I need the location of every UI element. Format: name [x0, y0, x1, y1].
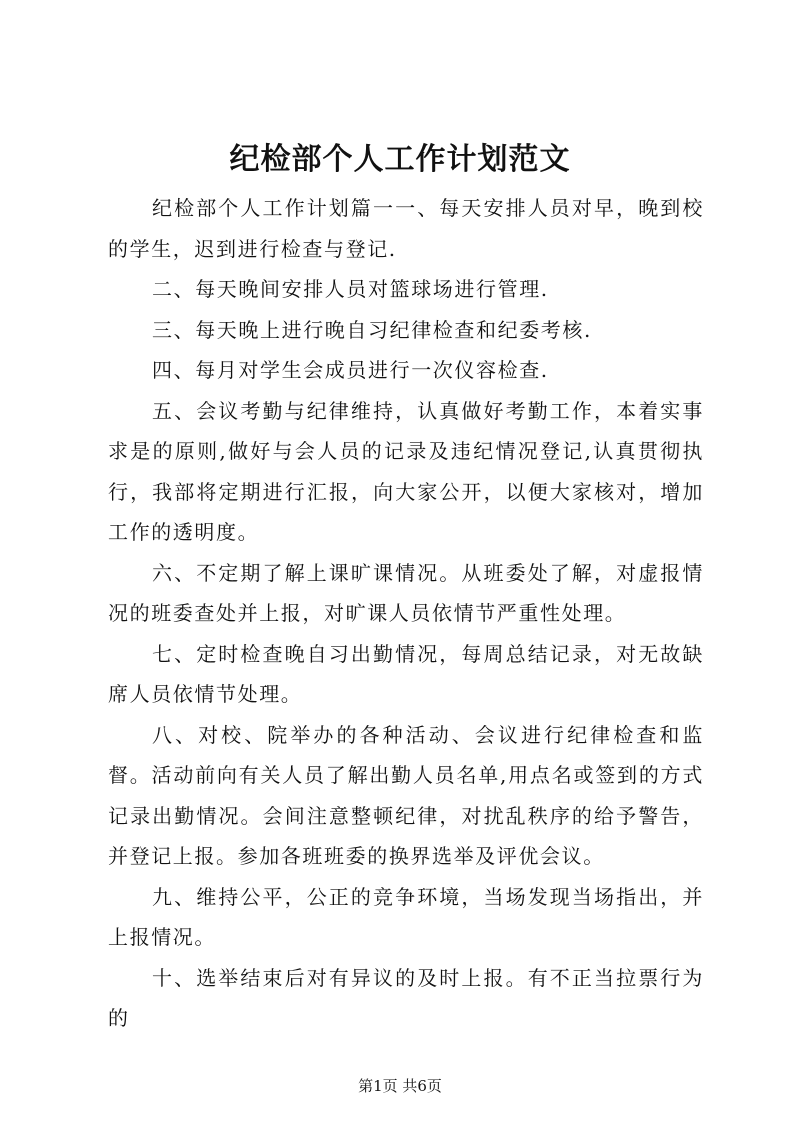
paragraph-9: 九、维持公平，公正的竞争环境，当场发现当场指出，并上报情况。	[108, 884, 704, 949]
paragraph-1: 纪检部个人工作计划篇一一、每天安排人员对早，晚到校的学生，迟到进行检查与登记.	[108, 196, 704, 261]
paragraph-10: 十、选举结束后对有异议的及时上报。有不正当拉票行为的	[108, 965, 704, 1030]
paragraph-5: 五、会议考勤与纪律维持，认真做好考勤工作，本着实事求是的原则,做好与会人员的记录及违纪情况登记,认真贯彻执行，我部将定期进行汇报，向大家公开，以便大家核对，增加工作的透明度。	[108, 398, 704, 544]
document-body	[108, 188, 704, 1039]
page-footer: 第1页 共6页	[358, 1077, 442, 1095]
paragraph-6: 六、不定期了解上课旷课情况。从班委处了解，对虚报情况的班委查处并上报，对旷课人员依情节严重性处理。	[108, 560, 704, 625]
paragraph-7: 七、定时检查晚自习出勤情况，每周总结记录，对无故缺席人员依情节处理。	[108, 641, 704, 706]
document-title: 纪检部个人工作计划范文	[229, 142, 571, 177]
paragraph-3: 三、每天晚上进行晚自习纪律检查和纪委考核.	[152, 317, 592, 342]
paragraph-4: 四、每月对学生会成员进行一次仪容检查.	[152, 358, 549, 382]
paragraph-2: 二、每天晚间安排人员对篮球场进行管理.	[152, 277, 549, 301]
paragraph-8: 八、对校、院举办的各种活动、会议进行纪律检查和监督。活动前向有关人员了解出勤人员名单,用点名或签到的方式记录出勤情况。会间注意整顿纪律，对扰乱秩序的给予警告，并登记上报。参加各班班委的换界选举及评优会议。	[108, 722, 704, 868]
